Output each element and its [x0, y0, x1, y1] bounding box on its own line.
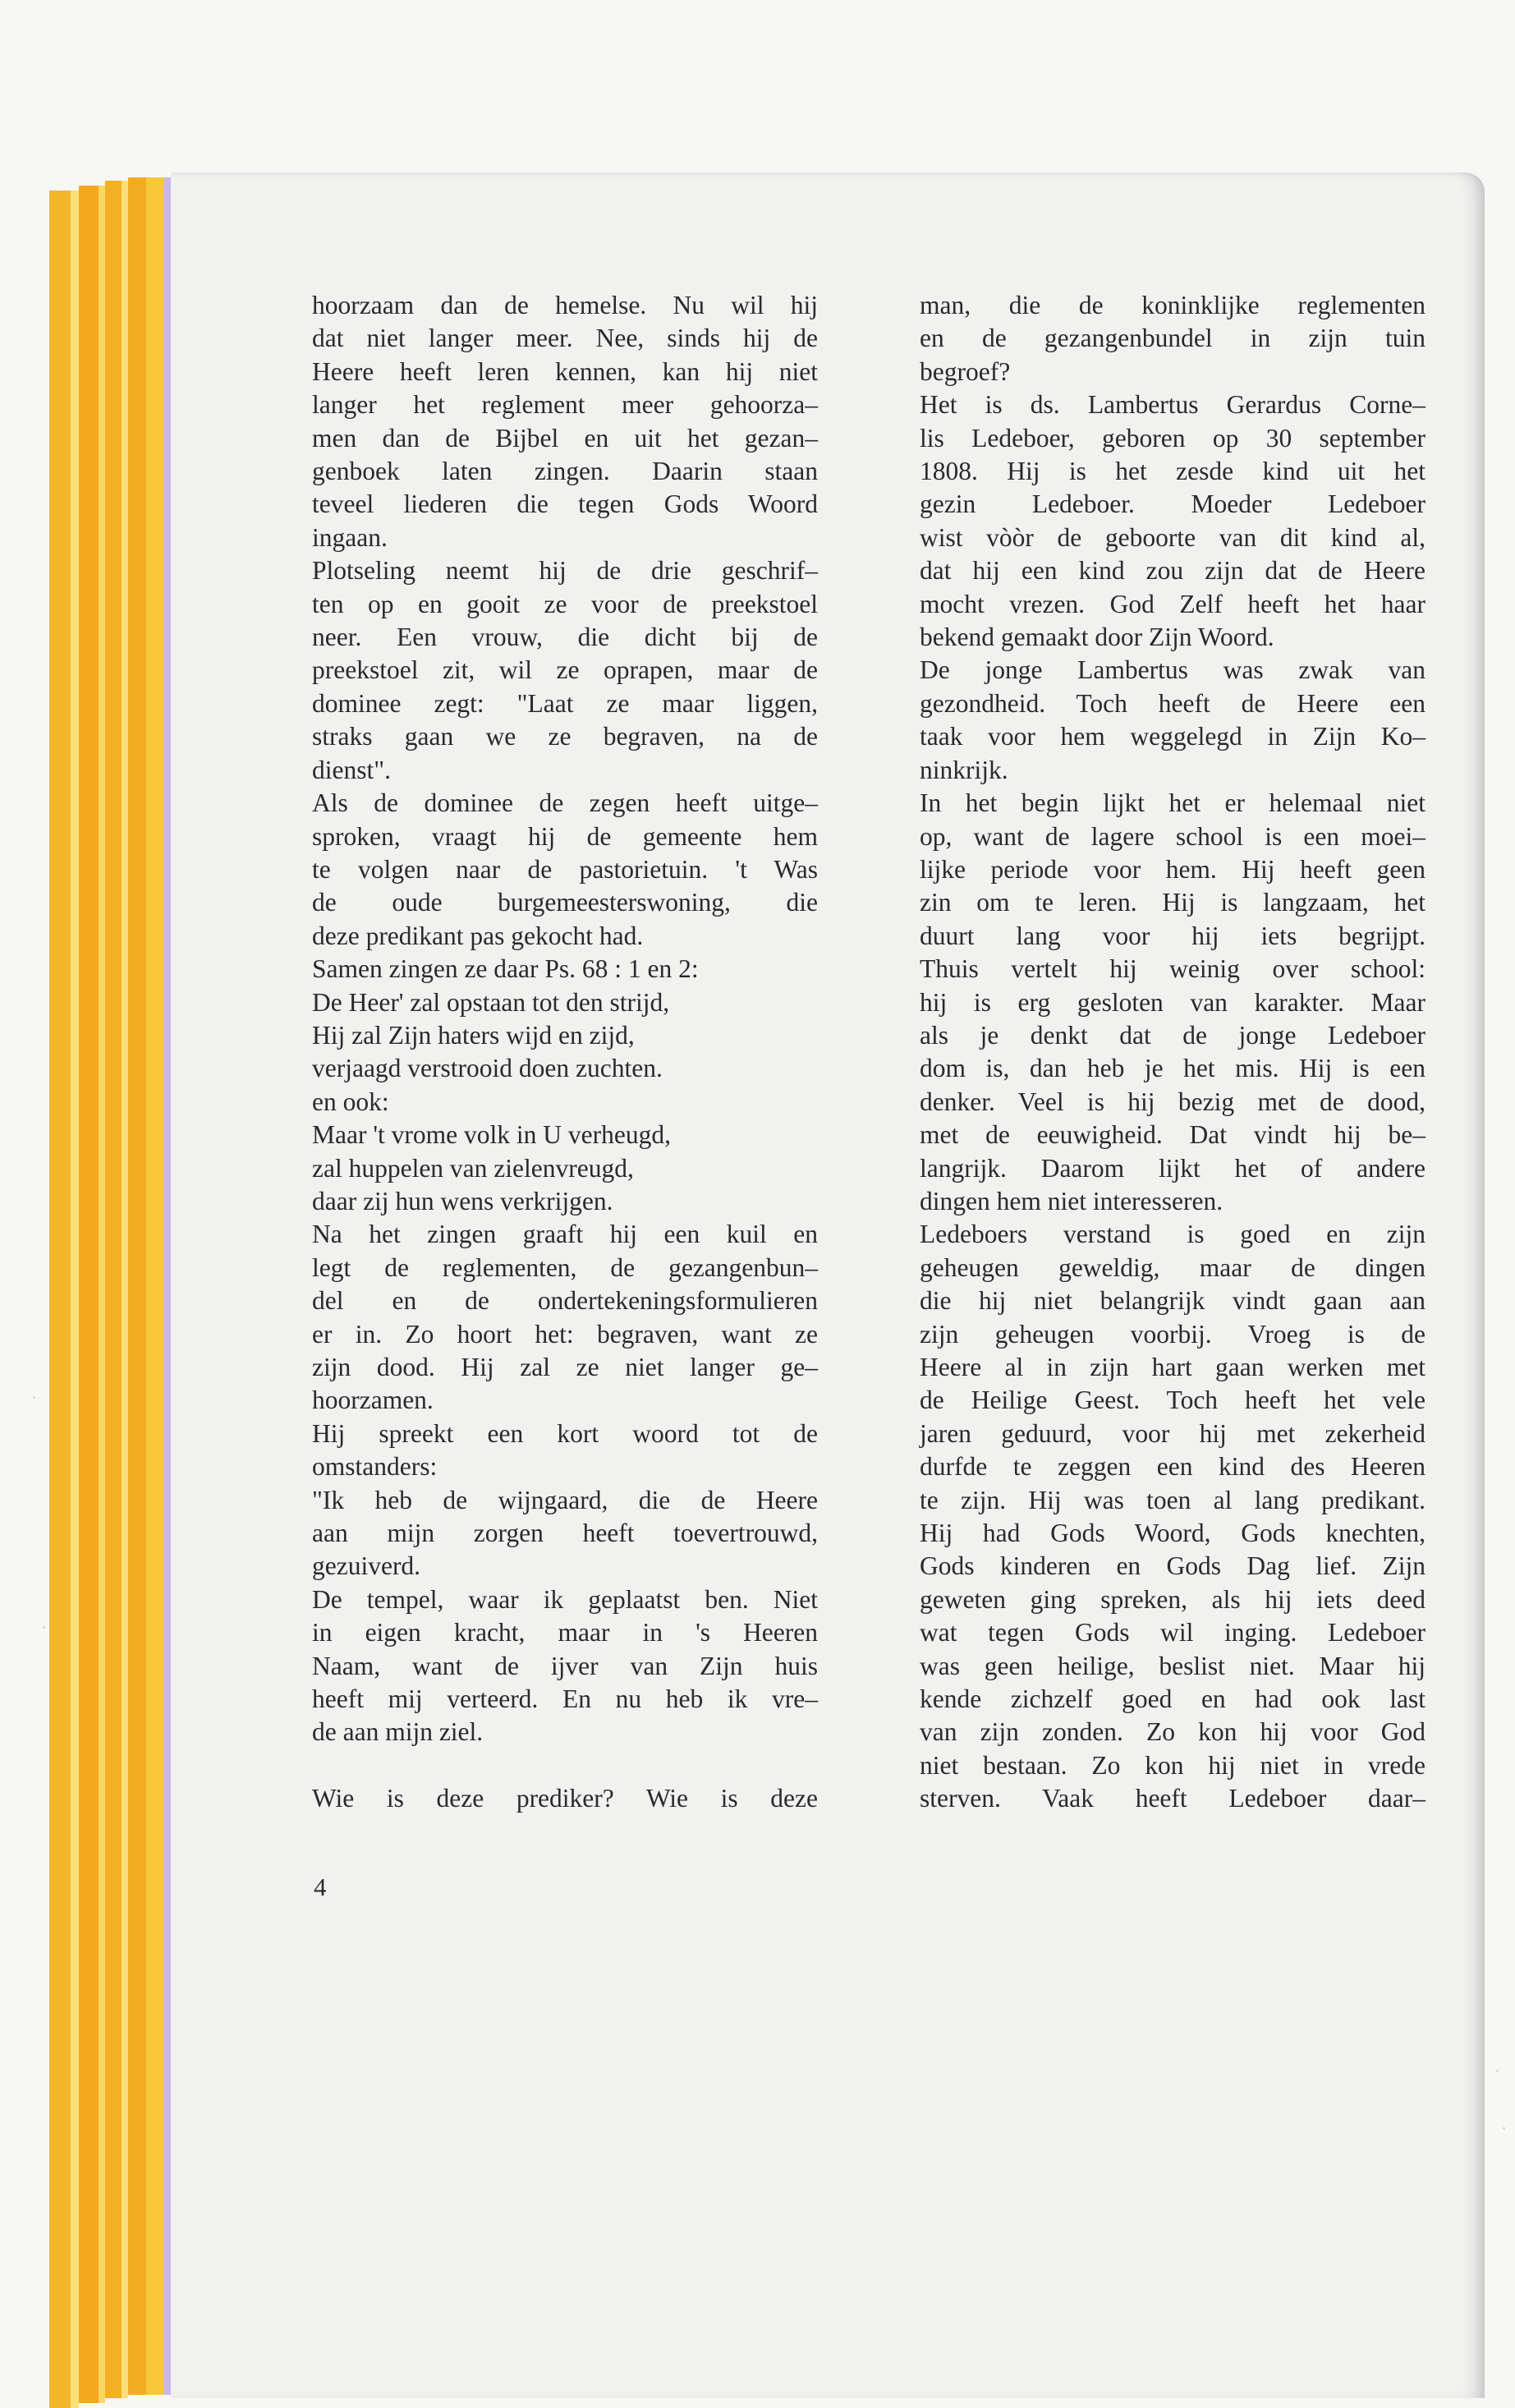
- text-line: verjaagd verstrooid doen zuchten.: [312, 1054, 663, 1083]
- text-line: dom is, dan heb je het mis. Hij is een: [920, 1054, 1425, 1083]
- text-line: De jonge Lambertus was zwak van: [920, 655, 1425, 685]
- text-line: niet bestaan. Zo kon hij niet in vrede: [920, 1750, 1425, 1780]
- text-line: die hij niet belangrijk vindt gaan aan: [920, 1286, 1425, 1316]
- text-line: dienst".: [312, 755, 391, 784]
- text-line: dingen hem niet interesseren.: [920, 1186, 1223, 1215]
- text-line: taak voor hem weggelegd in Zijn Ko–: [920, 722, 1425, 751]
- text-line: de aan mijn ziel.: [312, 1717, 484, 1747]
- page-edge-strip: [146, 177, 164, 2395]
- text-line: Hij spreekt een kort woord tot de: [312, 1418, 818, 1448]
- text-line: Wie is deze prediker? Wie is deze: [312, 1783, 818, 1813]
- text-line: ninkrijk.: [920, 755, 1008, 784]
- text-line: zal huppelen van zielenvreugd,: [312, 1153, 634, 1183]
- text-line: gezin Ledeboer. Moeder Ledeboer: [920, 489, 1425, 519]
- text-line: zin om te leren. Hij is langzaam, het: [920, 888, 1425, 917]
- text-line: in eigen kracht, maar in 's Heeren: [312, 1618, 818, 1647]
- text-line: gezondheid. Toch heeft de Heere een: [920, 688, 1425, 718]
- text-line: te zijn. Hij was toen al lang predikant.: [920, 1485, 1425, 1514]
- text-line: was geen heilige, beslist niet. Maar hij: [920, 1651, 1425, 1680]
- text-line: denker. Veel is hij bezig met de dood,: [920, 1087, 1425, 1116]
- page-edge-strip: [49, 191, 71, 2408]
- text-line: Ledeboers verstand is goed en zijn: [920, 1220, 1425, 1249]
- text-line: In het begin lijkt het er helemaal niet: [920, 788, 1425, 818]
- text-line: [312, 1749, 818, 1782]
- text-line: Heere al in zijn hart gaan werken met: [920, 1353, 1425, 1381]
- page-edge-strip: [79, 186, 99, 2403]
- text-line: sterven. Vaak heeft Ledeboer daar–: [920, 1784, 1425, 1813]
- text-line: Na het zingen graaft hij een kuil en: [312, 1220, 818, 1249]
- text-line: en ook:: [312, 1087, 389, 1116]
- text-line: gezuiverd.: [312, 1551, 421, 1581]
- dust-speck: [43, 1626, 45, 1629]
- text-line: preekstoel zit, wil ze oprapen, maar de: [312, 655, 818, 685]
- text-line: wat tegen Gods wil inging. Ledeboer: [920, 1618, 1425, 1647]
- text-line: ten op en gooit ze voor de preekstoel: [312, 589, 818, 618]
- text-line: hoorzamen.: [312, 1386, 434, 1415]
- text-line: duurt lang voor hij iets begrijpt.: [920, 921, 1425, 950]
- text-line: De Heer' zal opstaan tot den strijd,: [312, 987, 670, 1017]
- text-line: man, die de koninklijke reglementen: [920, 291, 1425, 319]
- text-line: jaren geduurd, voor hij met zekerheid: [920, 1418, 1425, 1448]
- text-line: begroef?: [920, 356, 1011, 386]
- text-line: en de gezangenbundel in zijn tuin: [920, 324, 1425, 353]
- text-line: bekend gemaakt door Zijn Woord.: [920, 623, 1274, 652]
- text-line: van zijn zonden. Zo kon hij voor God: [920, 1717, 1425, 1747]
- text-line: hij is erg gesloten van karakter. Maar: [920, 987, 1425, 1017]
- dust-speck: [1496, 2070, 1499, 2072]
- text-line: te volgen naar de pastorietuin. 't Was: [312, 854, 818, 884]
- text-line: del en de ondertekeningsformulieren: [312, 1286, 818, 1316]
- text-line: genboek laten zingen. Daarin staan: [312, 457, 818, 486]
- text-line: Het is ds. Lambertus Gerardus Corne–: [920, 390, 1425, 420]
- text-line: als je denkt dat de jonge Ledeboer: [920, 1020, 1425, 1050]
- text-line: geheugen geweldig, maar de dingen: [920, 1252, 1425, 1282]
- text-line: 1808. Hij is het zesde kind uit het: [920, 457, 1425, 486]
- text-line: deze predikant pas gekocht had.: [312, 921, 644, 950]
- text-line: ingaan.: [312, 522, 388, 552]
- text-line: omstanders:: [312, 1452, 438, 1482]
- text-line: straks gaan we ze begraven, na de: [312, 722, 818, 751]
- dust-speck: [33, 1396, 35, 1399]
- text-line: Thuis vertelt hij weinig over school:: [920, 954, 1425, 984]
- left-text-column: [312, 289, 818, 1815]
- page-edge-strip: [122, 181, 128, 2398]
- text-line: op, want de lagere school is een moei–: [920, 821, 1425, 851]
- text-line: met de eeuwigheid. Dat vindt hij be–: [920, 1120, 1425, 1150]
- text-line: Heere heeft leren kennen, kan hij niet: [312, 356, 818, 386]
- text-line: sproken, vraagt hij de gemeente hem: [312, 821, 818, 851]
- page-edge-strip: [105, 181, 122, 2398]
- text-line: Hij had Gods Woord, Gods knechten,: [920, 1519, 1425, 1548]
- text-line: Naam, want de ijver van Zijn huis: [312, 1651, 818, 1680]
- text-line: men dan de Bijbel en uit het gezan–: [312, 423, 818, 453]
- text-line: langer het reglement meer gehoorza–: [312, 390, 818, 420]
- text-line: lijke periode voor hem. Hij heeft geen: [920, 854, 1425, 884]
- text-line: mocht vrezen. God Zelf heeft het haar: [920, 589, 1425, 618]
- text-line: lis Ledeboer, geboren op 30 september: [920, 423, 1425, 453]
- text-line: "Ik heb de wijngaard, die de Heere: [312, 1485, 818, 1514]
- text-line: dat hij een kind zou zijn dat de Heere: [920, 556, 1425, 586]
- text-line: daar zij hun wens verkrijgen.: [312, 1186, 613, 1215]
- text-line: dat niet langer meer. Nee, sinds hij de: [312, 324, 818, 353]
- text-line: Samen zingen ze daar Ps. 68 : 1 en 2:: [312, 954, 699, 984]
- text-line: Plotseling neemt hij de drie geschrif–: [312, 556, 818, 586]
- text-line: zijn dood. Hij zal ze niet langer ge–: [312, 1353, 818, 1381]
- page-number: 4: [314, 1873, 327, 1901]
- text-line: durfde te zeggen een kind des Heeren: [920, 1452, 1425, 1482]
- right-text-column: [920, 289, 1425, 1816]
- text-line: heeft mij verteerd. En nu heb ik vre–: [312, 1684, 818, 1714]
- text-line: legt de reglementen, de gezangenbun–: [312, 1252, 818, 1282]
- text-line: zijn geheugen voorbij. Vroeg is de: [920, 1319, 1425, 1349]
- text-line: hoorzaam dan de hemelse. Nu wil hij: [312, 291, 818, 319]
- text-line: er in. Zo hoort het: begraven, want ze: [312, 1319, 818, 1349]
- text-line: Gods kinderen en Gods Dag lief. Zijn: [920, 1551, 1425, 1581]
- page-edge-strip: [99, 186, 105, 2403]
- text-line: Hij zal Zijn haters wijd en zijd,: [312, 1020, 635, 1050]
- text-line: wist vòòr de geboorte van dit kind al,: [920, 522, 1425, 552]
- text-line: Maar 't vrome volk in U verheugd,: [312, 1120, 671, 1150]
- text-line: langrijk. Daarom lijkt het of andere: [920, 1153, 1425, 1183]
- page-edge-strip: [71, 191, 79, 2408]
- text-line: dominee zegt: "Laat ze maar liggen,: [312, 688, 818, 718]
- text-line: De tempel, waar ik geplaatst ben. Niet: [312, 1584, 818, 1614]
- text-line: Als de dominee de zegen heeft uitge–: [312, 788, 818, 818]
- text-line: de Heilige Geest. Toch heeft het vele: [920, 1386, 1425, 1415]
- text-line: aan mijn zorgen heeft toevertrouwd,: [312, 1519, 818, 1548]
- text-line: teveel liederen die tegen Gods Woord: [312, 489, 818, 519]
- page-edge-strip: [128, 177, 146, 2395]
- dust-speck: [1503, 2127, 1505, 2130]
- text-line: kende zichzelf goed en had ook last: [920, 1684, 1425, 1714]
- text-line: geweten ging spreken, als hij iets deed: [920, 1584, 1425, 1614]
- text-line: de oude burgemeesterswoning, die: [312, 888, 818, 917]
- text-line: neer. Een vrouw, die dicht bij de: [312, 623, 818, 652]
